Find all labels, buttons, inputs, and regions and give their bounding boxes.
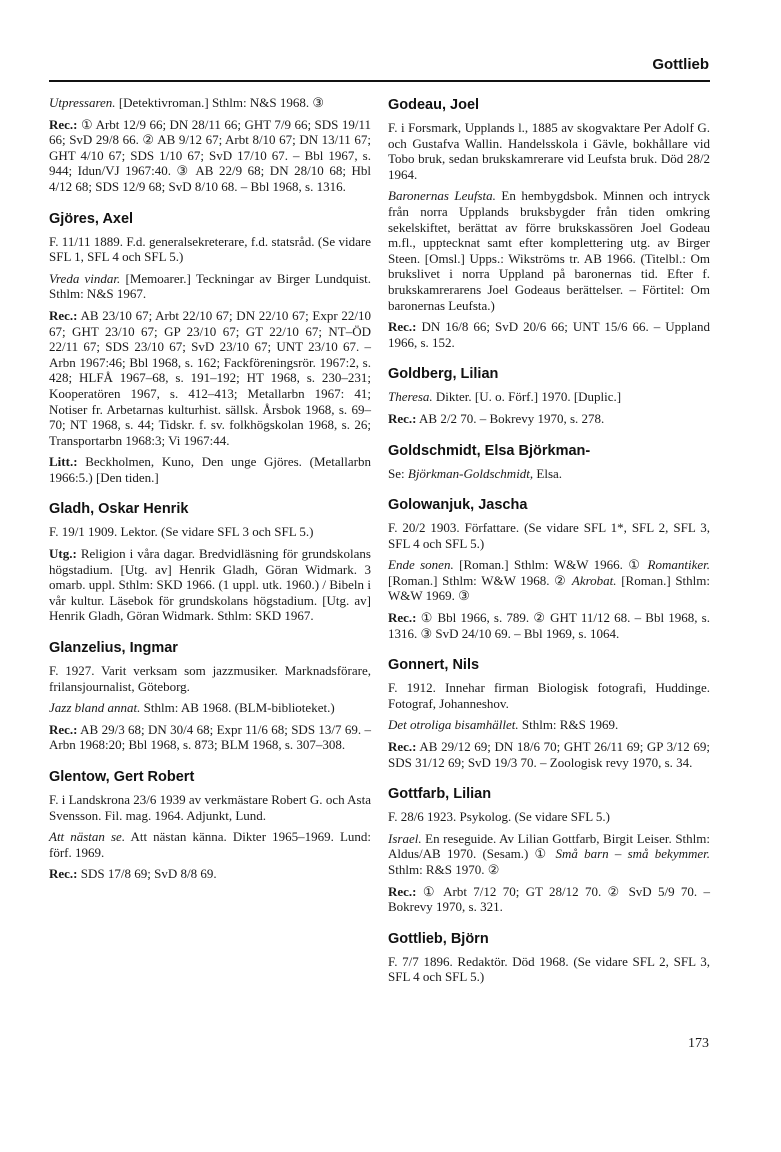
entry-heading: Gonnert, Nils	[388, 657, 480, 674]
entry-glanzelius-ingmar	[49, 640, 371, 753]
editions: Utg.: Religion i våra dagar. Bredvidläsning för grundskolans högstadium. [Utg. av] Henrik Gladh, Göran Widmark. 3 omarb. uppl. Sthlm: SKD 1966. (1 uppl. utk. 1960.) / Bibeln i vår kultur. Läsebok för grundskolans högstadium. [Utg. av] Henrik Gladh, Göran Widmark. Sthlm: SKD 1967.	[49, 546, 371, 624]
entry-heading: Golowanjuk, Jascha	[388, 497, 528, 514]
literature: Litt.: Beckholmen, Kuno, Den unge Gjöres. (Metallarbn 1966:5.) [Den tiden.]	[49, 454, 371, 485]
entry-utpressaren	[49, 95, 371, 195]
entry-heading: Gottfarb, Lilian	[388, 786, 492, 803]
left-column	[49, 95, 371, 898]
bio: F. 11/11 1889. F.d. generalsekreterare, f.d. statsråd. (Se vidare SFL 1, SFL 4 och SFL 5.)	[49, 233, 371, 265]
entry-heading: Glentow, Gert Robert	[49, 769, 195, 785]
entry-gladh-oskar-henrik	[49, 501, 371, 624]
reviews: Rec.: AB 29/3 68; DN 30/4 68; Expr 11/6 68; SDS 13/7 69. – Arbn 1968:20; Bbl 1968, s. 873; BLM 1968, s. 307–308.	[49, 721, 371, 753]
works: Israel. En reseguide. Av Lilian Gottfarb, Birgit Leiser. Sthlm: Aldus/AB 1970. (Sesam.) ① Små barn – små bekymmer. Sthlm: R&S 1970. ②	[388, 830, 711, 877]
reviews: Rec.: SDS 17/8 69; SvD 8/8 69.	[49, 866, 217, 882]
entry-heading: Gottlieb, Björn	[388, 930, 489, 947]
running-head: Gottlieb	[652, 56, 709, 73]
reviews: Rec.: DN 16/8 66; SvD 20/6 66; UNT 15/6 66. – Uppland 1966, s. 152.	[388, 319, 710, 350]
bio: F. i Forsmark, Upplands l., 1885 av skogvaktare Per Adolf G. och Gustafva Wallin. Handelsskola i Gävle, bokhållare vid Tobo bruk, sedan brukskamrerare vid Leufsta bruk. Död 28/2 1964.	[388, 120, 710, 182]
right-column	[388, 95, 710, 1001]
reviews: Rec.: ① Arbt 7/12 70; GT 28/12 70. ② SvD 5/9 70. – Bokrevy 1970, s. 321.	[388, 883, 710, 915]
reviews: Rec.: AB 29/12 69; DN 18/6 70; GHT 26/11 69; GP 3/12 69; SDS 31/12 69; SvD 19/3 70. – Zoologisk revy 1970, s. 34.	[388, 739, 710, 770]
bio: F. 1912. Innehar firman Biologisk fotografi, Huddinge. Fotograf, Johanneshov.	[388, 680, 710, 711]
entry-heading: Goldberg, Lilian	[388, 366, 499, 383]
work: Vreda vindar. [Memoarer.] Teckningar av Birger Lundquist. Sthlm: N&S 1967.	[49, 270, 371, 302]
header-rule	[49, 80, 710, 82]
entry-gottfarb-lilian	[388, 786, 710, 915]
cross-reference: Se: Björkman-Goldschmidt, Elsa.	[388, 465, 563, 481]
entry-golowanjuk-jascha	[388, 497, 710, 641]
bio: F. 28/6 1923. Psykolog. (Se vidare SFL 5.)	[388, 809, 611, 825]
entry-heading: Goldschmidt, Elsa Björkman-	[388, 442, 591, 459]
reviews: Rec.: ① Arbt 12/9 66; DN 28/11 66; GHT 7/9 66; SDS 19/11 66; SvD 29/8 66. ② AB 9/12 67; Arbt 8/10 67; DN 13/11 67; GHT 4/10 67; SDS 1/10 67; SvD 17/10 67. – Bbl 1967, s. 944; Idun/VJ 1967:40. ③ AB 22/9 68; DN 28/10 68; Hbl 4/12 68; SDS 12/9 68; SvD 8/10 68. – Bbl 1968, s. 1316.	[49, 116, 371, 194]
entry-heading: Gladh, Oskar Henrik	[49, 501, 189, 518]
work: Baronernas Leufsta. En hembygdsbok. Minnen och intryck från norra Upplands bruksbygder från tiden omkring sekelskiftet, berättat av förre brukskassören Joel Godeau m.fl., upptecknat samt efter komplettering utg. av Birger Steen. [Omsl.] Upps.: Wikströms tr. AB 1966. (Titelbl.: Om brukslivet i norra Uppland på baronernas tid. Efter f. brukskamrerarens Joel Godeaus berättelser. – Förtitel: Om baronernas Leufsta.)	[388, 188, 710, 313]
bio: F. 20/2 1903. Författare. (Se vidare SFL 1*, SFL 2, SFL 3, SFL 4 och SFL 5.)	[388, 520, 710, 551]
entry-goldschmidt-elsa	[388, 443, 710, 482]
works: Ende sonen. [Roman.] Sthlm: W&W 1966. ① Romantiker. [Roman.] Sthlm: W&W 1968. ② Akrobat. [Roman.] Sthlm: W&W 1969. ③	[388, 557, 710, 604]
entry-heading: Gjöres, Axel	[49, 210, 134, 227]
bio: F. i Landskrona 23/6 1939 av verkmästare Robert G. och Asta Svensson. Fil. mag. 1964. Adjunkt, Lund.	[49, 792, 371, 823]
work: Theresa. Dikter. [U. o. Förf.] 1970. [Duplic.]	[388, 389, 622, 405]
entry-goldberg-lilian	[388, 366, 710, 426]
bio: F. 19/1 1909. Lektor. (Se vidare SFL 3 och SFL 5.)	[49, 524, 314, 540]
entry-gonnert-nils	[388, 657, 710, 770]
work: Jazz bland annat. Sthlm: AB 1968. (BLM-biblioteket.)	[49, 700, 335, 716]
bio: F. 7/7 1896. Redaktör. Död 1968. (Se vidare SFL 2, SFL 3, SFL 4 och SFL 5.)	[388, 953, 710, 985]
bio: F. 1927. Varit verksam som jazzmusiker. Marknadsförare, frilansjournalist, Göteborg.	[49, 663, 371, 694]
page-number: 173	[688, 1036, 709, 1051]
entry-glentow-gert-robert	[49, 769, 371, 882]
entry-title-line: Utpressaren. [Detektivroman.] Sthlm: N&S 1968. ③	[49, 95, 325, 110]
reviews: Rec.: ① Bbl 1966, s. 789. ② GHT 11/12 68. – Bbl 1968, s. 1316. ③ SvD 24/10 69. – Bbl 1969, s. 1064.	[388, 610, 710, 641]
work: Att nästan se. Att nästan känna. Dikter 1965–1969. Lund: förf. 1969.	[49, 829, 371, 860]
reviews: Rec.: AB 23/10 67; Arbt 22/10 67; DN 22/10 67; Expr 22/10 67; GHT 23/10 67; GP 23/10 67; GT 22/10 67; NT–ÖD 22/11 67; SDS 23/10 67; SvD 23/10 67; UNT 23/10 67. – Arbn 1967:46; Bbl 1968, s. 162; Fackföreningsrör. 1967:2, s. 428; HLFÅ 1967–68, s. 191–192; HT 1968, s. 230–231; Kooperatören 1967, s. 412–413; Metallarbn 1967: 41; Notiser fr. Arbetarnas kulturhist. sällsk. Årsbok 1968, s. 69–70; NT 1968, s. 44; Tidskr. f. sv. folkhögskolan 1968, s. 26; Transportarbn 1968:3; Vi 1967:44.	[49, 307, 371, 448]
entry-heading: Godeau, Joel	[388, 97, 480, 113]
entry-heading: Glanzelius, Ingmar	[49, 640, 178, 657]
entry-godeau-joel	[388, 97, 710, 350]
reviews: Rec.: AB 2/2 70. – Bokrevy 1970, s. 278.	[388, 410, 605, 426]
entry-gottlieb-bjorn	[388, 931, 710, 985]
work: Det otroliga bisamhället. Sthlm: R&S 1969.	[388, 717, 619, 733]
entry-gjores-axel	[49, 211, 371, 486]
